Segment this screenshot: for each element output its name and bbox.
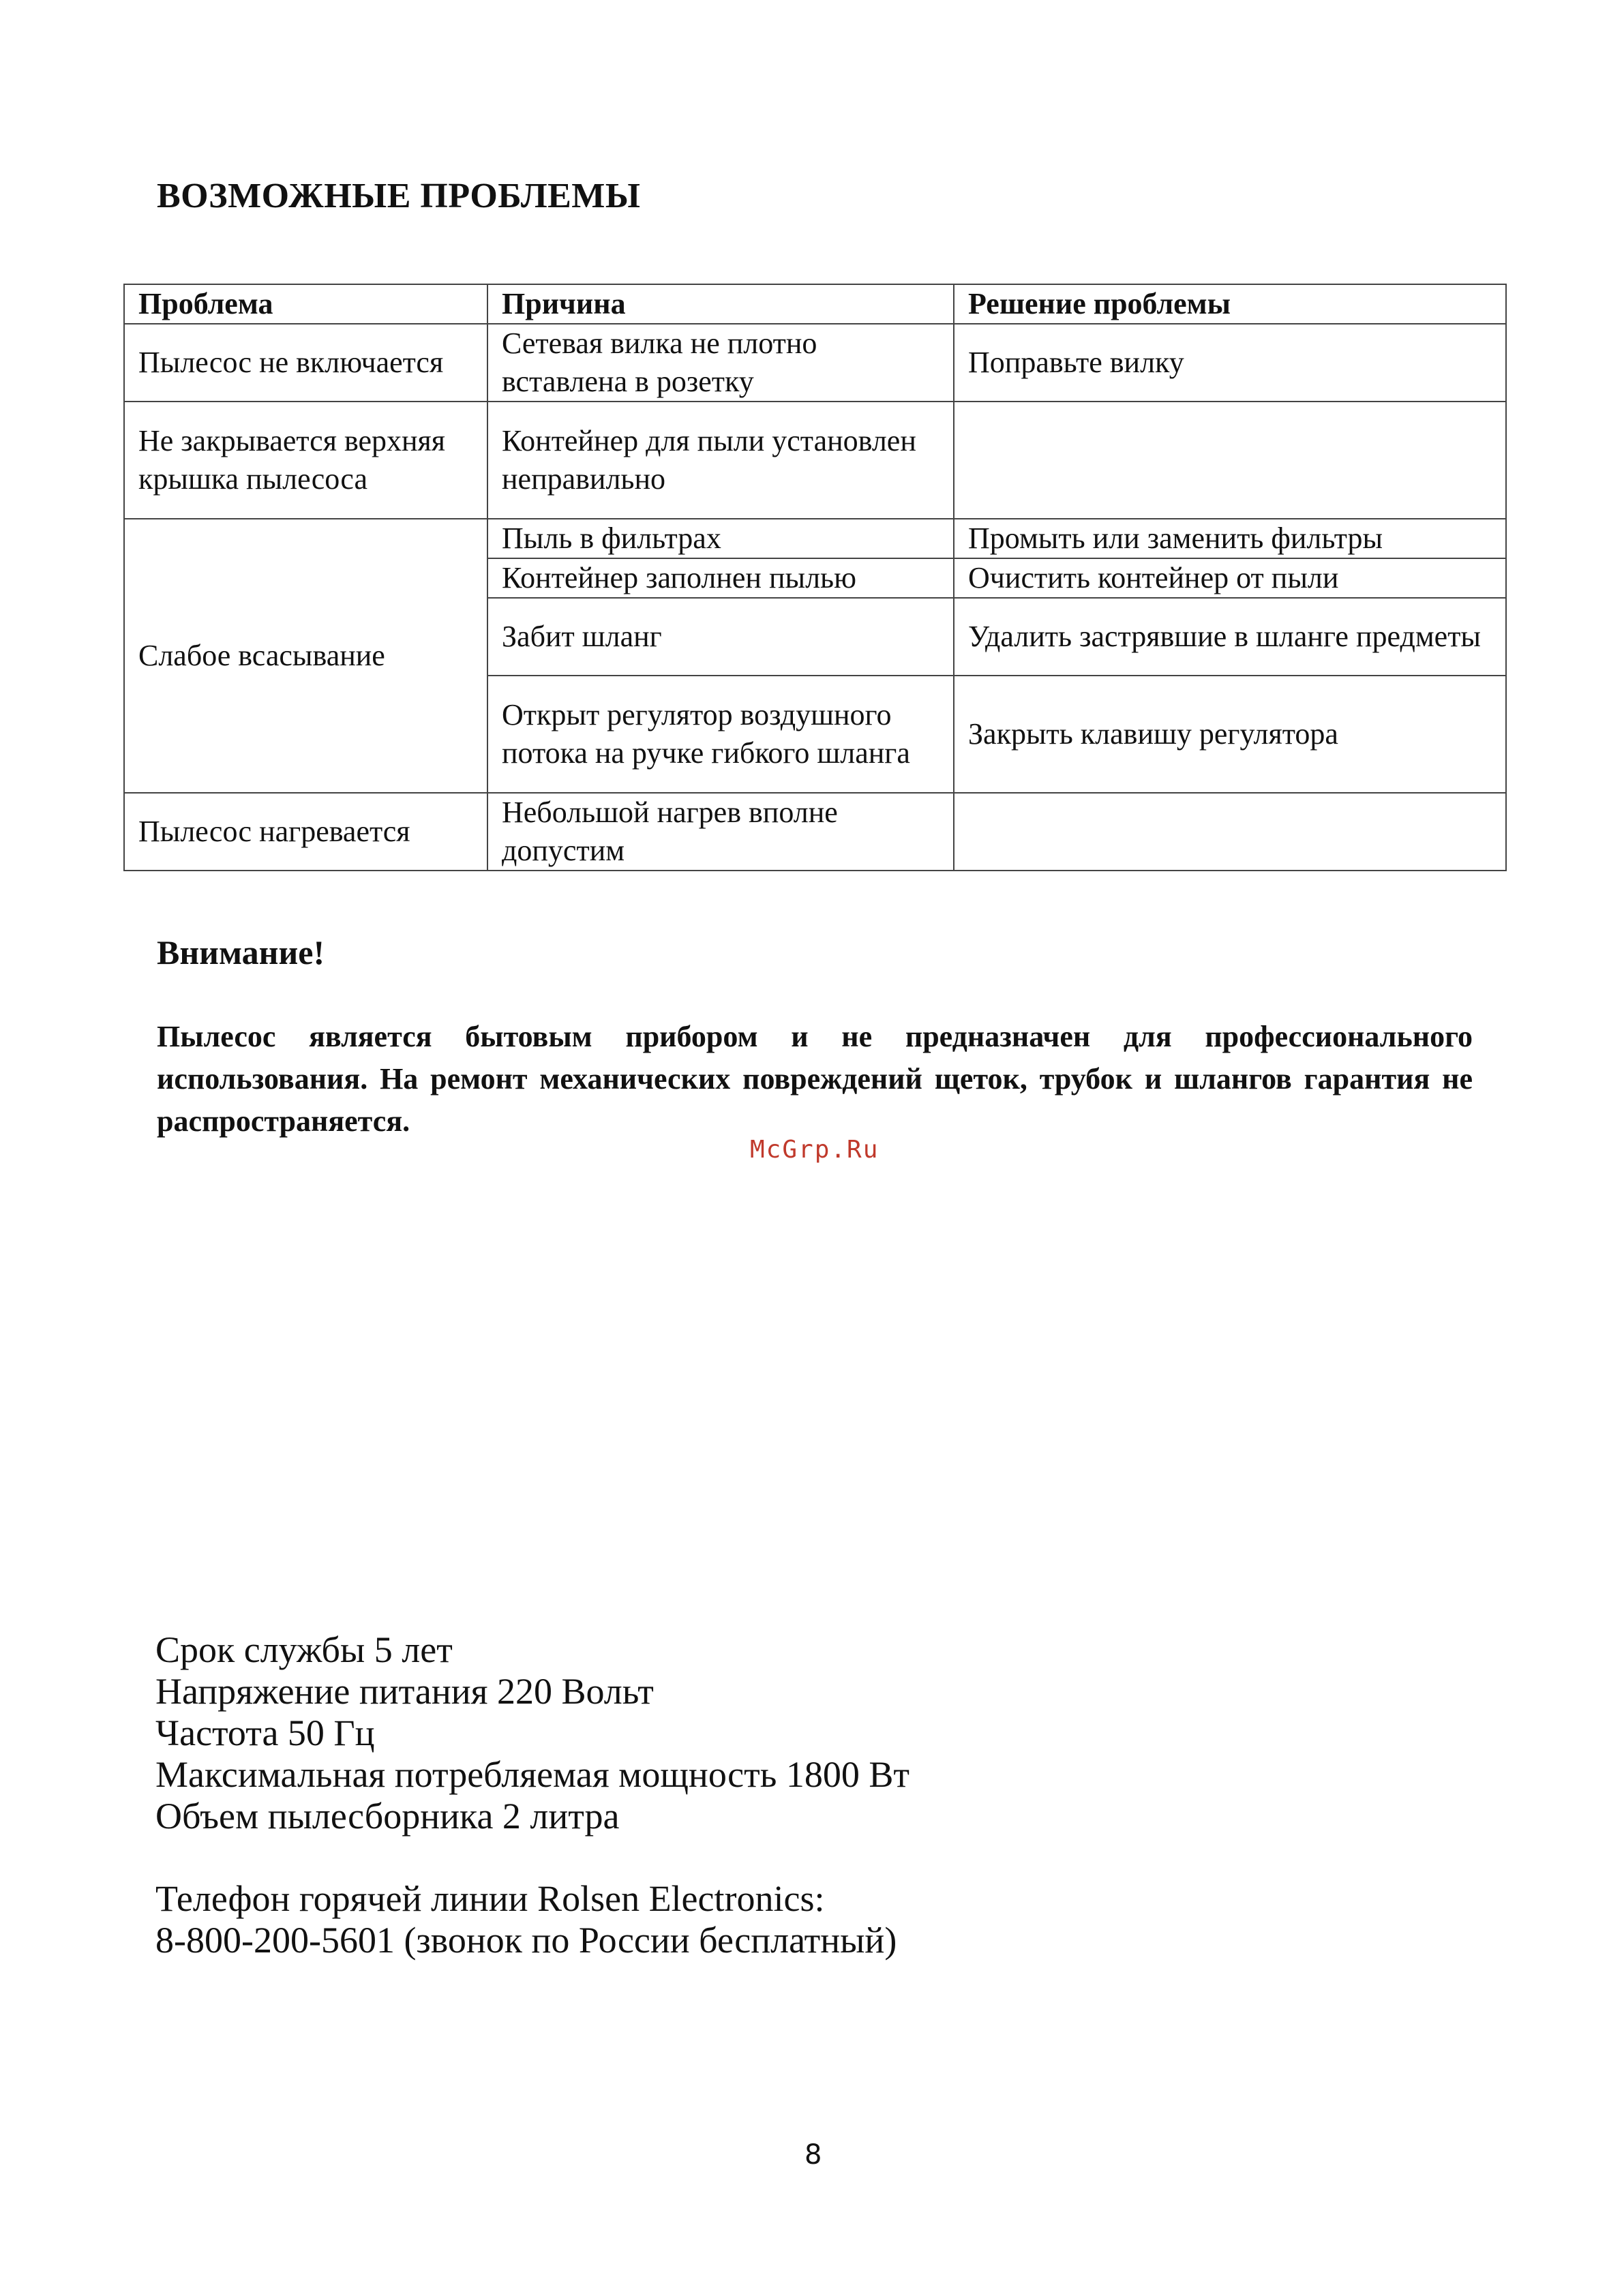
table-row	[124, 324, 1506, 402]
solution-cell	[954, 402, 1506, 519]
cause-cell: Контейнер для пыли установлен неправильно	[487, 402, 954, 519]
watermark-link[interactable]: McGrp.Ru	[750, 1136, 879, 1164]
table-header-row	[124, 284, 1506, 324]
solution-cell	[954, 793, 1506, 871]
spec-line: Объем пылесборника 2 литра	[155, 1796, 620, 1837]
header-cause: Причина	[487, 284, 954, 324]
header-solution: Решение проблемы	[954, 284, 1506, 324]
table-row	[124, 519, 1506, 558]
attention-text: Пылесос является бытовым прибором и не предназначен для профессионального использования. На ремонт механических повреждений щеток, трубок и шлангов гарантия не распространяется.	[157, 1020, 1473, 1138]
specs-list	[155, 1629, 909, 1837]
hotline-number: 8-800-200-5601 (звонок по России бесплатный)	[155, 1920, 897, 1961]
spec-line: Срок службы 5 лет	[155, 1629, 453, 1670]
page-number: 8	[805, 2139, 822, 2171]
troubleshooting-table	[123, 284, 1507, 871]
cause-cell: Контейнер заполнен пылью	[487, 558, 954, 598]
spec-line: Напряжение питания 220 Вольт	[155, 1671, 654, 1712]
cause-cell: Пыль в фильтрах	[487, 519, 954, 558]
cause-cell: Открыт регулятор воздушного потока на ручке гибкого шланга	[487, 676, 954, 793]
attention-heading: Внимание!	[157, 933, 325, 971]
solution-cell: Очистить контейнер от пыли	[954, 558, 1506, 598]
cause-cell: Сетевая вилка не плотно вставлена в розетку	[487, 324, 954, 402]
cause-cell: Небольшой нагрев вполне допустим	[487, 793, 954, 871]
spec-line: Максимальная потребляемая мощность 1800 Вт	[155, 1754, 909, 1795]
solution-cell: Поправьте вилку	[954, 324, 1506, 402]
solution-cell: Закрыть клавишу регулятора	[954, 676, 1506, 793]
problem-cell: Не закрывается верхняя крышка пылесоса	[124, 402, 487, 519]
section-title: ВОЗМОЖНЫЕ ПРОБЛЕМЫ	[157, 177, 641, 215]
solution-cell: Удалить застрявшие в шланге предметы	[954, 598, 1506, 676]
header-problem: Проблема	[124, 284, 487, 324]
cause-cell: Забит шланг	[487, 598, 954, 676]
table-row	[124, 793, 1506, 871]
table-row	[124, 402, 1506, 519]
hotline-label: Телефон горячей линии Rolsen Electronics:	[155, 1878, 825, 1919]
spec-line: Частота 50 Гц	[155, 1712, 375, 1753]
problem-cell: Пылесос нагревается	[124, 793, 487, 871]
solution-cell: Промыть или заменить фильтры	[954, 519, 1506, 558]
problem-cell: Пылесос не включается	[124, 324, 487, 402]
hotline-block	[155, 1878, 897, 1961]
problem-cell: Слабое всасывание	[124, 519, 487, 793]
